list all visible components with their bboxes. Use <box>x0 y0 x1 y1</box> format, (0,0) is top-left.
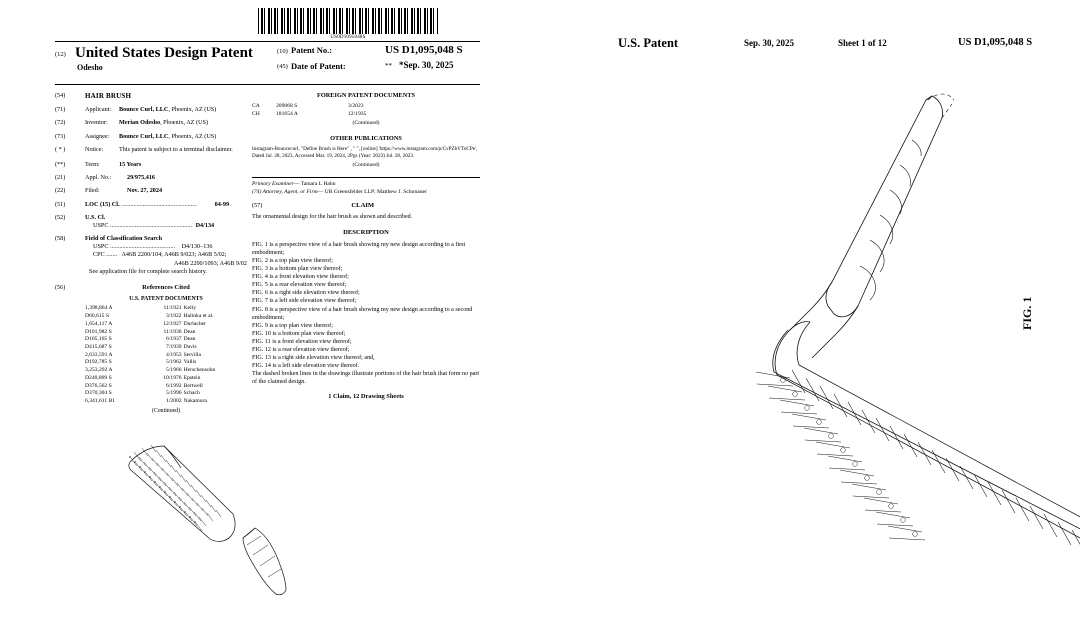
tag-22: (22) <box>55 187 66 195</box>
primary-examiner-value: — Tamara L Hahn <box>293 180 336 187</box>
description-line: FIG. 10 is a bottom plan view thereof; <box>252 330 346 337</box>
table-cell: Servilla <box>183 351 201 358</box>
table-cell: 3/2023 <box>348 103 364 110</box>
date-of-patent-label: Date of Patent: <box>291 61 346 71</box>
table-cell: Nakamura <box>183 398 207 405</box>
tag-54: (54) <box>55 92 66 99</box>
table-cell: 5/1966 <box>166 367 182 374</box>
table-cell: 4/1953 <box>166 351 182 358</box>
table-cell: D376,562 S <box>85 382 112 389</box>
field-search-note: See application file for complete search history. <box>89 267 207 275</box>
barcode-number: US0D1095048S <box>330 35 366 40</box>
table-cell: D240,809 S <box>85 374 112 381</box>
filed-value: Nov. 27, 2024 <box>127 187 163 195</box>
tag-72: (72) <box>55 119 66 127</box>
table-cell: D370,304 S <box>85 390 112 397</box>
table-cell: D415,687 S <box>85 343 112 350</box>
sheet-patent-no: US D1,095,048 S <box>958 37 1033 48</box>
tag-term: (**) <box>55 160 66 168</box>
table-cell: CA <box>252 103 260 110</box>
table-cell: 5/1996 <box>166 390 182 397</box>
tag-21: (21) <box>55 174 66 182</box>
term-label: Term: <box>85 160 100 168</box>
header-inventor: Odesho <box>77 63 103 72</box>
assignee-location: , Phoenix, AZ (US) <box>168 132 217 140</box>
field-uspc-value: D4/130–136 <box>181 243 213 251</box>
field-uspc-label: USPC <box>93 243 109 251</box>
table-cell: Vallis <box>183 359 197 366</box>
loc-dots: ................................................. <box>121 200 197 208</box>
table-cell: Epstein <box>183 374 201 381</box>
sheet-date: Sep. 30, 2025 <box>744 38 795 48</box>
tag-51: (51) <box>55 200 66 208</box>
claim-head: CLAIM <box>351 202 375 210</box>
hair-brush-perspective-view <box>756 94 1080 603</box>
uscl-sub-label: USPC <box>93 221 109 229</box>
table-cell: 7/1939 <box>166 343 182 350</box>
table-cell: 12/1935 <box>348 111 367 118</box>
field-cpc-value2: A46B 2200/1093; A46B 9/02 <box>173 259 247 267</box>
notice-text: This patent is subject to a terminal disclaimer. <box>119 145 233 153</box>
notice-label: Notice: <box>85 145 104 153</box>
table-cell: 6,341,611 B1 <box>85 398 116 405</box>
tag-52: (52) <box>55 213 66 221</box>
table-cell: 209068 S <box>276 103 298 110</box>
filed-label: Filed: <box>85 187 100 195</box>
table-cell: CH <box>252 111 260 118</box>
brush-illustration <box>129 445 286 595</box>
applicant-name: Bounce Curl, LLC <box>119 106 169 114</box>
field-cpc-dots: ....... <box>106 251 118 259</box>
patent-no-value: US D1,095,048 S <box>385 44 463 56</box>
field-of-search-label: Field of Classification Search <box>85 235 163 243</box>
table-cell: 6/1937 <box>166 336 182 343</box>
date-asterisk: ** <box>385 62 392 70</box>
table-cell: 2,633,591 A <box>85 351 113 358</box>
attorney-label: (74) Attorney, Agent, or Firm <box>252 188 318 195</box>
assignee-name: Bounce Curl, LLC <box>119 132 169 140</box>
table-cell: 1/2002 <box>166 398 182 405</box>
table-cell: D101,982 S <box>85 328 112 335</box>
table-cell: 3/1922 <box>166 313 182 320</box>
other-publications-head: OTHER PUBLICATIONS <box>330 135 402 143</box>
claim-text: The ornamental design for the hair brush as shown and described. <box>252 213 413 220</box>
description-line: FIG. 8 is a perspective view of a hair brush showing my new design according to a second embodiment; <box>252 306 473 321</box>
description-line: FIG. 1 is a perspective view of a hair brush showing my new design according to a first embodiment; <box>252 241 466 256</box>
table-cell: Dean <box>183 336 196 343</box>
table-cell: 12/1927 <box>163 320 182 327</box>
term-value: 15 Years <box>119 160 142 168</box>
us-patent-documents-head: U.S. PATENT DOCUMENTS <box>129 295 203 302</box>
description-line: FIG. 5 is a rear elevation view thereof; <box>252 282 347 289</box>
table-cell: 1,398,864 A <box>85 305 113 312</box>
table-cell: 3,253,292 A <box>85 367 113 374</box>
table-cell: 11/1921 <box>163 305 182 312</box>
applicant-label: Applicant: <box>85 106 112 114</box>
field-uspc-dots: .......................................... <box>110 243 175 251</box>
table-cell: Halinka et al. <box>183 313 214 320</box>
other-publications-text: Instagram-Bouncecurl, "Define Brush is Here" , " ", [online] 'https://www.instagram.com/p/CvPZbVToCPe', Dated Jul. 28, 2023, Accessed Mar. 19, 2024, 2Pgs (Year: 2023) Jul. 28, 2023. <box>252 146 478 160</box>
table-cell: Bertwell <box>183 382 203 389</box>
drawing-sheet-page <box>540 0 1080 637</box>
uscl-value: D4/134 <box>195 221 215 229</box>
description-line: FIG. 14 is a left side elevation view thereof. <box>252 363 360 370</box>
table-cell: Dean <box>183 328 196 335</box>
description-line: FIG. 12 is a rear elevation view thereof; <box>252 346 350 353</box>
date-of-patent-value: *Sep. 30, 2025 <box>399 60 454 70</box>
description-line: FIG. 13 is a right side elevation view thereof; and, <box>252 355 375 362</box>
inventor-name: Merian Odesho <box>119 119 161 127</box>
field-cpc-label: CPC <box>93 251 105 259</box>
inventor-location: , Phoenix, AZ (US) <box>160 119 209 127</box>
table-cell: 181654 A <box>276 111 298 118</box>
description-line: FIG. 11 is a front elevation view thereof; <box>252 338 352 345</box>
sheet-us-patent-label: U.S. Patent <box>618 36 679 50</box>
description-line: FIG. 6 is a right side elevation view thereof; <box>252 290 360 297</box>
code-12: (12) <box>55 51 66 58</box>
code-45: (45) <box>277 63 288 70</box>
page-title: United States Design Patent <box>75 45 253 61</box>
uscl-dots: ..................................................... <box>110 221 193 229</box>
table-cell: Davis <box>183 343 197 350</box>
table-cell: 11/1936 <box>163 328 182 335</box>
table-cell: 1,654,117 A <box>85 320 113 327</box>
description-line: FIG. 7 is a left side elevation view thereof; <box>252 298 357 305</box>
code-10: (10) <box>277 48 288 55</box>
patent-no-label: Patent No.: <box>291 45 333 55</box>
tag-56: (56) <box>55 284 66 292</box>
description-line: FIG. 9 is a top plan view thereof; <box>252 322 333 329</box>
foreign-docs-continued: (Continued) <box>352 119 380 126</box>
table-cell: Durlacher <box>183 320 206 327</box>
tag-58: (58) <box>55 235 66 243</box>
us-docs-continued: (Continued) <box>151 407 180 414</box>
references-cited-head: References Cited <box>142 284 190 292</box>
sheet-number: Sheet 1 of 12 <box>838 38 887 48</box>
table-cell: Herschensohn <box>183 367 216 374</box>
claims-sheets-line: 1 Claim, 12 Drawing Sheets <box>328 393 404 401</box>
loc-label: LOC (15) Cl. <box>85 200 120 208</box>
assignee-label: Assignee: <box>85 132 110 140</box>
attorney-value: — UB Greensfelder LLP; Matthew J. Schonauer <box>317 188 427 195</box>
uscl-label: U.S. Cl. <box>85 213 106 221</box>
table-cell: 10/1976 <box>163 374 182 381</box>
table-cell: Schach <box>183 390 200 397</box>
table-cell: Kelly <box>183 305 197 312</box>
tag-73: (73) <box>55 132 66 140</box>
applicant-location: , Phoenix, AZ (US) <box>168 106 217 114</box>
description-head: DESCRIPTION <box>343 229 389 237</box>
sheet-drawing-fig1 <box>540 0 1080 637</box>
description-line: FIG. 3 is a bottom plan view thereof; <box>252 266 343 273</box>
table-cell: D60,615 S <box>85 313 109 320</box>
field-cpc-value: A46B 2200/104; A46B 9/023; A46B 5/02; <box>121 251 227 259</box>
table-cell: D192,785 S <box>85 359 112 366</box>
tag-notice: ( * ) <box>55 145 66 153</box>
figure-label-fig1: FIG. 1 <box>1020 296 1034 330</box>
invention-title: HAIR BRUSH <box>85 92 132 100</box>
tag-57: (57) <box>252 202 263 210</box>
inventor-label: Inventor: <box>85 119 108 127</box>
broken-lines-note: The dashed broken lines in the drawings illustrate portions of the hair brush that form no part of the claimed design. <box>252 371 480 386</box>
appl-no-value: 29/975,416 <box>127 174 156 182</box>
other-pubs-continued: (Continued) <box>352 162 380 169</box>
table-cell: 6/1992 <box>166 382 182 389</box>
foreign-patent-documents-head: FOREIGN PATENT DOCUMENTS <box>317 92 415 99</box>
description-line: FIG. 2 is a top plan view thereof; <box>252 257 333 264</box>
tag-71: (71) <box>55 106 66 114</box>
primary-examiner-label: Primary Examiner <box>252 180 294 187</box>
description-line: FIG. 4 is a front elevation view thereof; <box>252 274 349 281</box>
table-cell: 5/1962 <box>166 359 182 366</box>
loc-value: 04-99 <box>214 200 230 208</box>
appl-no-label: Appl. No.: <box>85 174 112 182</box>
table-cell: D105,165 S <box>85 336 112 343</box>
